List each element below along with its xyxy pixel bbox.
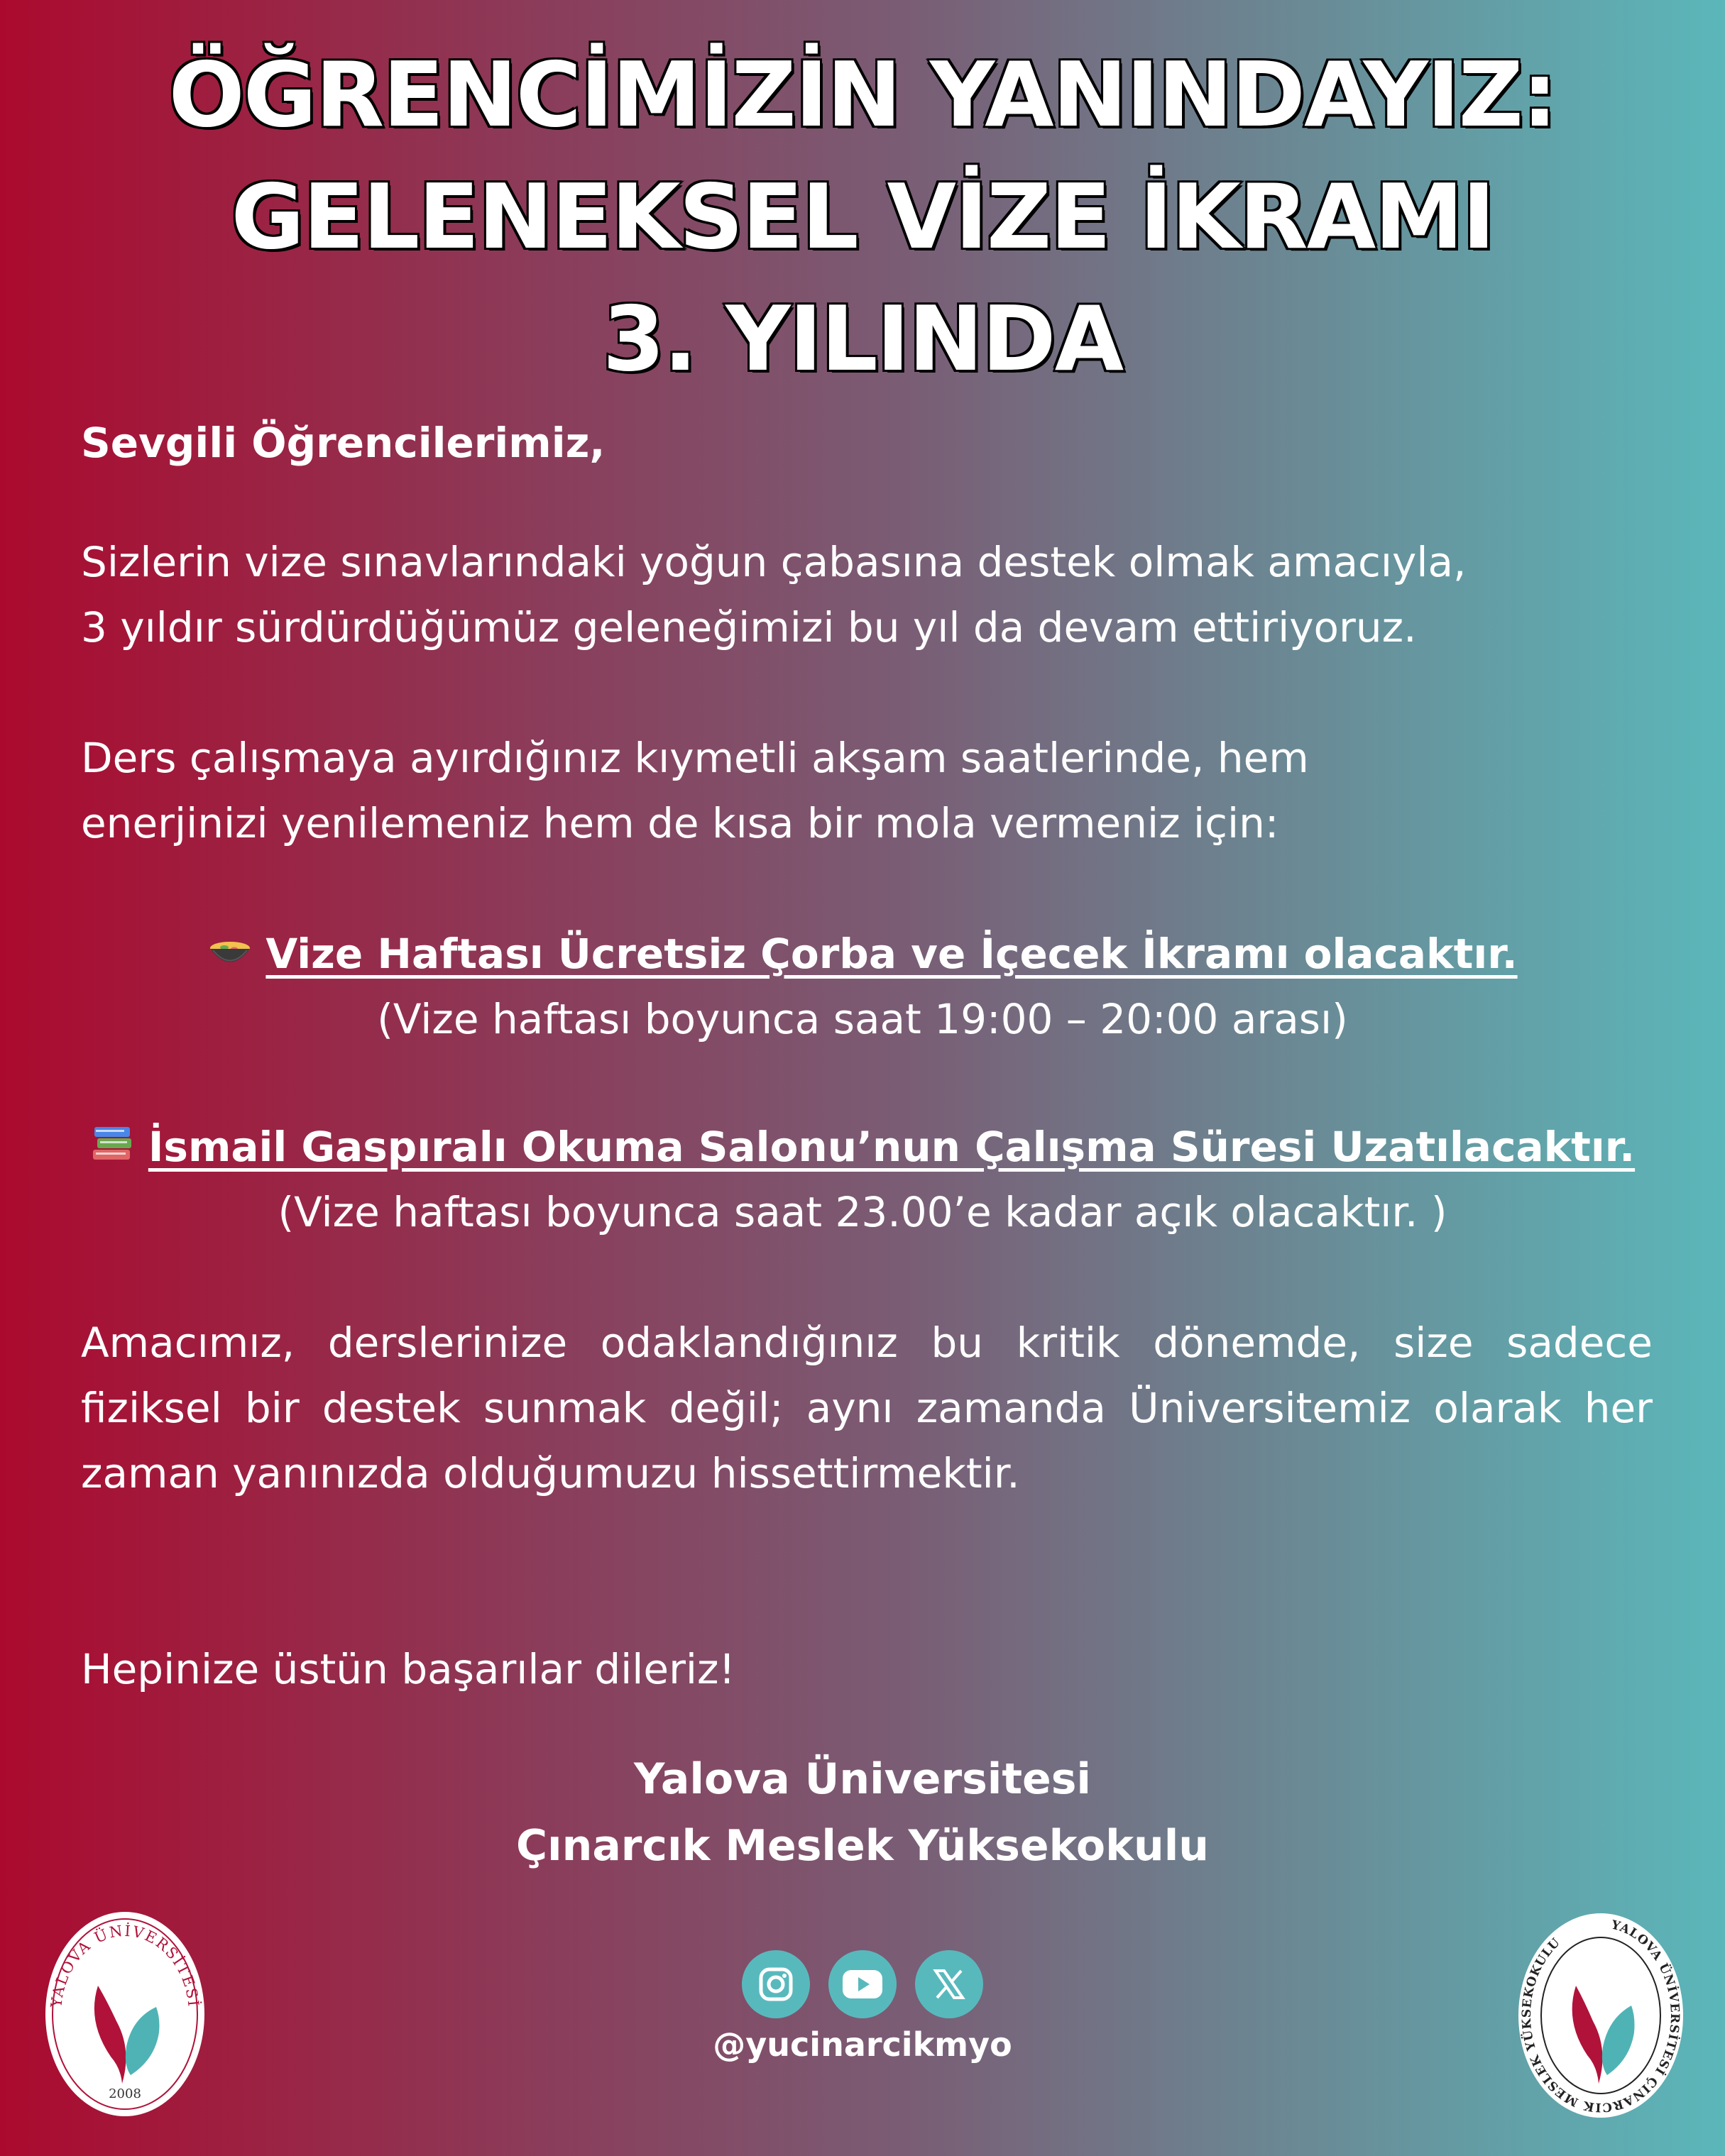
intro-line-2: 3 yıldır sürdürdüğümüz geleneğimizi bu yıl da devam ettiriyoruz. [81, 603, 1417, 651]
soup-offer-heading: Vize Haftası Ücretsiz Çorba ve İçecek İkramı olacaktır. [265, 930, 1518, 978]
soup-offer-detail: (Vize haftası boyunca saat 19:00 – 20:00 arası) [377, 995, 1348, 1043]
instagram-icon[interactable] [742, 1950, 810, 2018]
goal-paragraph: Amacımız, derslerinize odaklandığınız bu kritik dönemde, size sadece fiziksel bir destek sunmak değil; aynı zamanda Üniversitemiz olarak her zaman yanınızda olduğumuzu hissettirmektir. [81, 1319, 1653, 1497]
soup-bowl-icon [207, 928, 253, 974]
reading-room-offer [0, 1114, 1725, 1245]
title-line-3: 3. YILINDA [602, 287, 1123, 391]
purpose-paragraph [81, 725, 1653, 856]
signature-school: Çınarcık Meslek Yüksekokulu [516, 1821, 1209, 1871]
logo-left-year: 2008 [109, 2086, 141, 2101]
university-logo-left [43, 1908, 207, 2121]
youtube-icon[interactable] [828, 1950, 897, 2018]
intro-paragraph [81, 529, 1653, 660]
purpose-line-1: Ders çalışmaya ayırdığınız kıymetli akşam saatlerinde, hem [81, 734, 1309, 782]
intro-line-1: Sizlerin vize sınavlarındaki yoğun çabasına destek olmak amacıyla, [81, 538, 1467, 586]
reading-room-detail: (Vize haftası boyunca saat 23.00’e kadar açık olacaktır. ) [278, 1188, 1447, 1236]
signature-university: Yalova Üniversitesi [633, 1754, 1092, 1804]
school-logo-right [1516, 1910, 1685, 2121]
logo-left-text: YALOVA ÜNİVERSİTESİ [48, 1922, 202, 2009]
closing-wish: Hepinize üstün başarılar dileriz! [81, 1645, 735, 1693]
purpose-line-2: enerjinizi yenilemeniz hem de kısa bir mola vermeniz için: [81, 799, 1279, 847]
title-line-1: ÖĞRENCİMİZİN YANINDAYIZ: [168, 43, 1557, 147]
greeting: Sevgili Öğrencilerimiz, [81, 419, 606, 467]
logo-right-text: YALOVA ÜNİVERSİTESİ ÇINARCIK MESLEK YÜKSEKOKULU [1519, 1918, 1682, 2115]
page-title [0, 34, 1725, 400]
signature [0, 1746, 1725, 1879]
books-icon [90, 1121, 136, 1167]
soup-offer [0, 921, 1725, 1052]
social-links [0, 1950, 1725, 2018]
reading-room-heading: İsmail Gaspıralı Okuma Salonu’nun Çalışma Süresi Uzatılacaktır. [148, 1123, 1636, 1171]
social-handle: @yucinarcikmyo [713, 2025, 1012, 2064]
title-line-2: GELENEKSEL VİZE İKRAMI [231, 165, 1494, 269]
x-icon[interactable] [915, 1950, 983, 2018]
